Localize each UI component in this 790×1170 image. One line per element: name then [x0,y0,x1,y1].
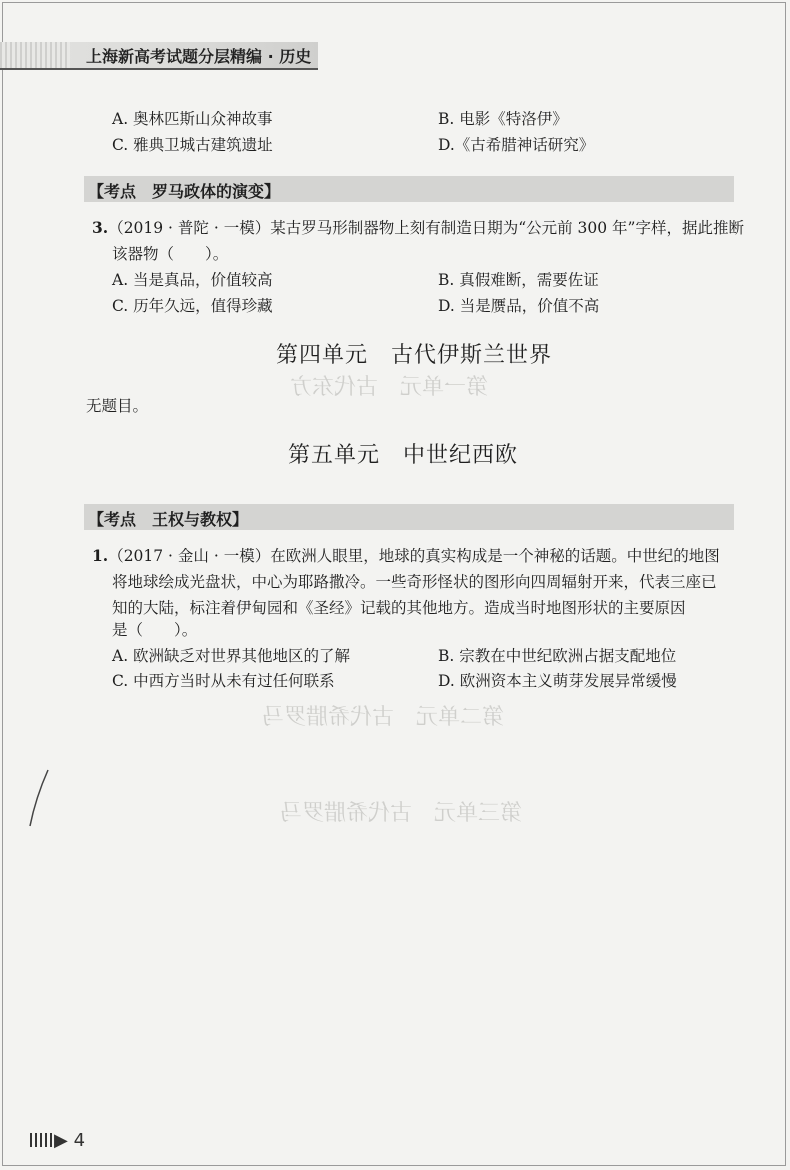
bleed-through-unit1: 第一单元 古代东方 [290,375,489,400]
footer-bars-icon [30,1133,54,1147]
running-header-title: 上海新高考试题分层精编 · 历史 [86,47,312,66]
unit5-title: 第五单元 中世纪西欧 [288,443,519,468]
question-1-option-b: B. 宗教在中世纪欧洲占据支配地位 [438,647,677,665]
question-3-line1 [92,216,744,238]
bleed-through-unit3: 第三单元 古代希腊罗马 [280,801,523,826]
question-1-line1 [92,544,720,566]
question-1-line4: 是（ ）。 [112,621,198,639]
question-3-option-a: A. 当是真品，价值较高 [112,271,273,289]
header-stripes [0,42,70,68]
question-1-option-d: D. 欧洲资本主义萌芽发展异常缓慢 [438,672,677,690]
question-1-number: 1. [92,546,109,565]
prev-option-a: A. 奥林匹斯山众神故事 [112,110,273,128]
section-heading-rome [84,176,734,202]
page-footer [30,1130,85,1151]
question-3-option-d: D. 当是赝品，价值不高 [438,297,600,315]
question-1-option-c: C. 中西方当时从未有过任何联系 [112,672,335,690]
footer-arrow-icon: ▶ [54,1130,68,1151]
pen-mark [28,768,50,828]
bleed-through-unit2: 第二单元 古代希腊罗马 [262,705,505,730]
question-3-option-b: B. 真假难断，需要佐证 [438,271,599,289]
prev-option-c: C. 雅典卫城古建筑遗址 [112,136,273,154]
section-heading-rome-text: 【考点 罗马政体的演变】 [88,182,281,201]
question-3-number: 3. [92,218,109,237]
question-1-line3: 知的大陆，标注着伊甸园和《圣经》记载的其他地方。造成当时地图形状的主要原因 [112,599,686,617]
question-3-option-c: C. 历年久远，值得珍藏 [112,297,273,315]
unit4-title: 第四单元 古代伊斯兰世界 [276,343,553,368]
question-1-option-a: A. 欧洲缺乏对世界其他地区的了解 [112,647,351,665]
unit4-note: 无题目。 [86,397,149,415]
question-3-line2: 该器物（ ）。 [112,245,229,263]
question-1-text-line1: （2017 · 金山 · 一模）在欧洲人眼里，地球的真实构成是一个神秘的话题。中世纪的地图 [108,547,720,565]
question-1-line2: 将地球绘成光盘状，中心为耶路撒冷。一些奇形怪状的图形向四周辐射开来，代表三座已 [112,573,717,591]
prev-option-b: B. 电影《特洛伊》 [438,110,568,128]
prev-option-d: D.《古希腊神话研究》 [438,136,595,154]
question-3-text-line1: （2019 · 普陀 · 一模）某古罗马形制器物上刻有制造日期为“公元前 300 年”字样，据此推断 [108,219,744,237]
page-number: 4 [73,1130,86,1151]
section-heading-power-text: 【考点 王权与教权】 [88,510,249,529]
section-heading-power [84,504,734,530]
